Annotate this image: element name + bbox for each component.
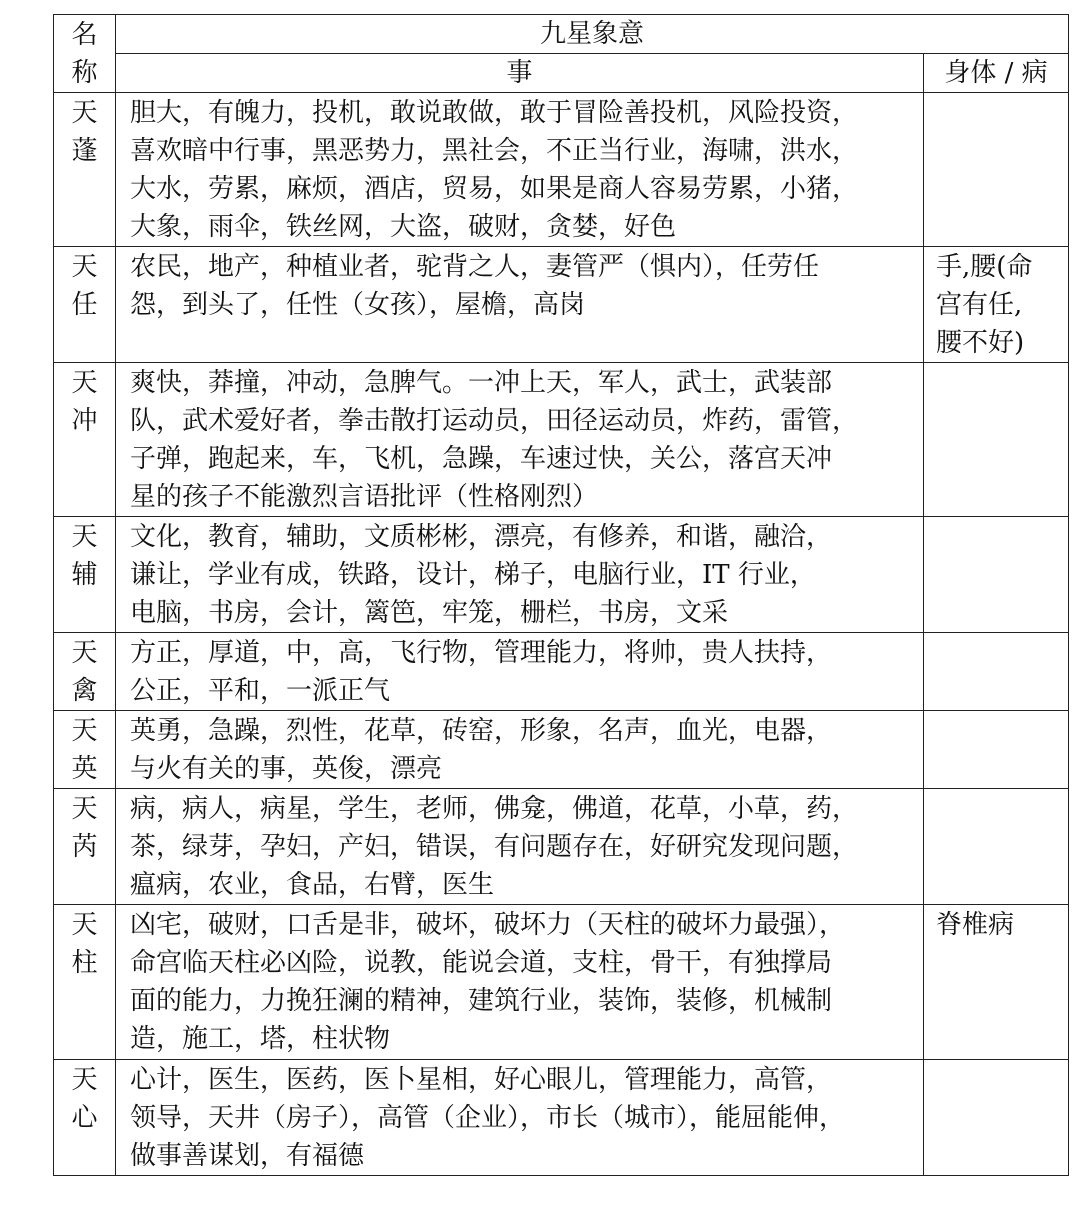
- star-name: [54, 247, 116, 363]
- star-name-line: 天: [71, 794, 98, 824]
- star-name-line: 任: [71, 290, 98, 320]
- star-matters-line: 大水，劳累，麻烦，酒店，贸易，如果是商人容易劳累，小猪，: [130, 174, 859, 204]
- star-name: [54, 711, 116, 789]
- star-body-illness: [924, 711, 1069, 789]
- star-body-illness: [924, 363, 1069, 517]
- star-name-line: 英: [71, 754, 98, 784]
- star-body-illness: [924, 633, 1069, 711]
- star-matters-line: 瘟病，农业，食品，右臂，医生: [130, 870, 495, 900]
- star-name-line: 天: [71, 98, 98, 128]
- name-column-header: [54, 15, 116, 93]
- star-body-illness: [924, 1060, 1069, 1176]
- star-name-line: 天: [71, 368, 98, 398]
- star-matters-line: 领导，天井（房子），高管（企业），市长（城市），能屈能伸，: [130, 1103, 846, 1133]
- star-name-line: 禽: [71, 676, 98, 706]
- star-name: [54, 789, 116, 905]
- table-row: [54, 789, 1069, 905]
- star-name-line: 心: [71, 1103, 98, 1133]
- star-matters: [116, 247, 924, 363]
- star-matters-line: 公正，平和，一派正气: [130, 676, 391, 706]
- star-matters-line: 谦让，学业有成，铁路，设计，梯子，电脑行业，IT 行业，: [130, 560, 816, 590]
- header-row-1: [54, 15, 1069, 54]
- star-matters-line: 造，施工，塔，柱状物: [130, 1024, 391, 1054]
- star-name: [54, 517, 116, 633]
- star-matters-line: 喜欢暗中行事，黑恶势力，黑社会，不正当行业，海啸，洪水，: [130, 136, 859, 166]
- body-column-header: 身体 / 病: [924, 54, 1069, 93]
- star-matters-line: 命宫临天柱必凶险，说教，能说会道，支柱，骨干，有独撑局: [130, 948, 833, 978]
- star-name-line: 天: [71, 910, 98, 940]
- star-body-illness: [924, 247, 1069, 363]
- star-name-line: 芮: [71, 832, 98, 862]
- star-body-illness-line: 手,腰(命: [936, 252, 1033, 282]
- star-body-illness: [924, 789, 1069, 905]
- star-matters: [116, 905, 924, 1060]
- star-body-illness-line: 宫有任,: [936, 290, 1023, 320]
- star-name: [54, 633, 116, 711]
- star-name-line: 柱: [71, 948, 98, 978]
- star-name-line: 冲: [71, 406, 98, 436]
- star-matters: [116, 93, 924, 247]
- star-matters-line: 病，病人，病星，学生，老师，佛龛，佛道，花草，小草，药，: [130, 794, 859, 824]
- star-name-line: 辅: [71, 560, 98, 590]
- header-row-2: [54, 54, 1069, 93]
- star-matters-line: 文化，教育，辅助，文质彬彬，漂亮，有修养，和谐，融洽，: [130, 522, 833, 552]
- star-matters-line: 队，武术爱好者，拳击散打运动员，田径运动员，炸药，雷管，: [130, 406, 859, 436]
- star-matters-line: 电脑，书房，会计，篱笆，牢笼，栅栏，书房，文采: [130, 598, 729, 628]
- star-name: [54, 363, 116, 517]
- star-body-illness-line: 腰不好): [936, 328, 1025, 358]
- star-matters-line: 子弹，跑起来，车，飞机，急躁，车速过快，关公，落宫天冲: [130, 444, 833, 474]
- table-row: [54, 633, 1069, 711]
- header-name-char: 称: [71, 57, 98, 88]
- star-matters: [116, 633, 924, 711]
- header-name-char: 名: [71, 19, 98, 50]
- star-matters-line: 胆大，有魄力，投机，敢说敢做，敢于冒险善投机，风险投资，: [130, 98, 859, 128]
- star-matters-line: 英勇，急躁，烈性，花草，砖窑，形象，名声，血光，电器，: [130, 716, 833, 746]
- table-row: [54, 711, 1069, 789]
- star-matters-line: 心计，医生，医药，医卜星相，好心眼儿，管理能力，高管，: [130, 1065, 833, 1095]
- star-body-illness: [924, 93, 1069, 247]
- star-matters-line: 怨，到头了，任性（女孩），屋檐，高岗: [130, 290, 586, 320]
- table-row: [54, 247, 1069, 363]
- star-name-line: 天: [71, 1065, 98, 1095]
- star-body-illness: [924, 905, 1069, 1060]
- star-body-illness-line: 脊椎病: [936, 910, 1015, 940]
- star-matters: [116, 711, 924, 789]
- star-matters-line: 星的孩子不能激烈言语批评（性格刚烈）: [130, 482, 599, 512]
- star-matters-line: 与火有关的事，英俊，漂亮: [130, 754, 443, 784]
- star-matters-line: 方正，厚道，中，高，飞行物，管理能力，将帅，贵人扶持，: [130, 638, 833, 668]
- star-matters-line: 爽快，莽撞，冲动，急脾气。一冲上天，军人，武士，武装部: [130, 368, 833, 398]
- star-name: [54, 905, 116, 1060]
- star-matters-line: 面的能力，力挽狂澜的精神，建筑行业，装饰，装修，机械制: [130, 986, 833, 1016]
- star-name-line: 天: [71, 522, 98, 552]
- star-name-line: 蓬: [71, 136, 98, 166]
- star-matters: [116, 363, 924, 517]
- table-row: [54, 905, 1069, 1060]
- star-body-illness: [924, 517, 1069, 633]
- table-row: [54, 1060, 1069, 1176]
- table-title: 九星象意: [116, 15, 1069, 54]
- star-name: [54, 1060, 116, 1176]
- star-matters: [116, 517, 924, 633]
- star-name-line: 天: [71, 716, 98, 746]
- star-matters-line: 农民，地产，种植业者，驼背之人，妻管严（惧内），任劳任: [130, 252, 820, 282]
- star-matters-line: 茶，绿芽，孕妇，产妇，错误，有问题存在，好研究发现问题，: [130, 832, 859, 862]
- star-name-line: 天: [71, 638, 98, 668]
- star-matters: [116, 1060, 924, 1176]
- star-matters-line: 大象，雨伞，铁丝网，大盗，破财，贪婪，好色: [130, 212, 677, 242]
- table-row: [54, 517, 1069, 633]
- matter-column-header: 事: [116, 54, 924, 93]
- nine-stars-table: [53, 14, 1069, 1176]
- table-row: [54, 93, 1069, 247]
- star-name: [54, 93, 116, 247]
- star-name-line: 天: [71, 252, 98, 282]
- star-matters-line: 做事善谋划，有福德: [130, 1141, 365, 1171]
- table-row: [54, 363, 1069, 517]
- star-matters-line: 凶宅，破财，口舌是非，破坏，破坏力（天柱的破坏力最强），: [130, 910, 846, 940]
- star-matters: [116, 789, 924, 905]
